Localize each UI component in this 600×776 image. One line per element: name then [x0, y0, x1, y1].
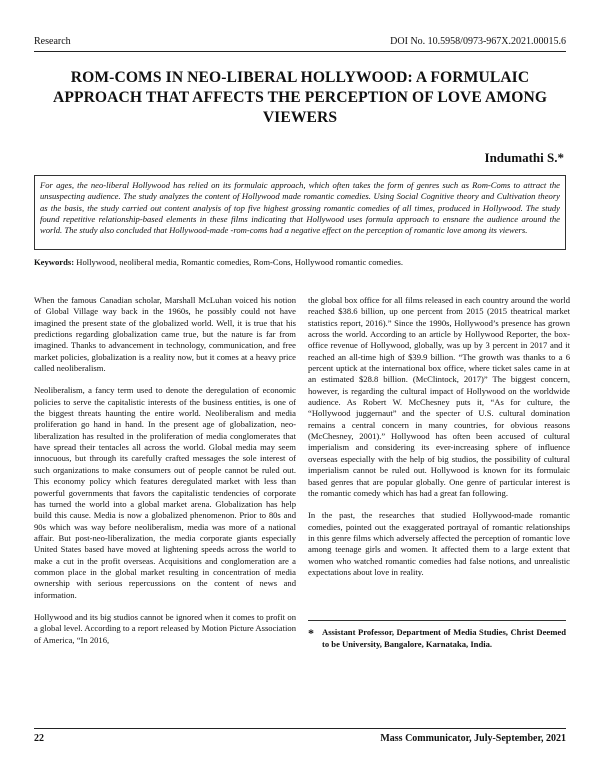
running-header [34, 36, 566, 50]
author-affiliation-footnote [308, 627, 566, 650]
journal-issue: Mass Communicator, July-September, 2021 [380, 733, 566, 744]
body-paragraph: the global box office for all films released in each country around the world reached $38.6 billion, up one percent from 2015 (2015 theatrical market statistics report, 2016).” Since the 1990s, Hollywood’s presence has grown across the world. According to an article by Hollywood Reporter, the box-office revenue of Hollywood, globally, was up by 3 percent in 2017 and it reached an all-time high of $39.9 billion. “The growth was thanks to a 6 percent uptick at the international box office, where ticket sales came in at an estimated $28.8 billion. (McClintock, 2017)” The biggest concern, however, is regarding the cultural impact of Hollywood on the worldwide audience. As Robert W. McChesney puts it, “As for culture, the “Hollywood juggernaut” and the specter of U.S. cultural domination remains a central concern in many countries, for obvious reasons (McChesney, 2001).” Hollywood has often been accused of cultural imperialism and considering its ever-increasing sphere of influence overseas especially with the help of big studios, the possibility of cultural imperialism cannot be ruled out. Hollywood is known for its formulaic based genres that are popular globally. One genre of particular interest is the romantic comedy which has had a great fan following. [308, 295, 570, 498]
header-rule [34, 51, 566, 52]
paper-title: ROM-COMS IN NEO-LIBERAL HOLLYWOOD: A FORMULAIC APPROACH THAT AFFECTS THE PERCEPTION OF LOVE AMONG VIEWERS [52, 69, 548, 126]
footnote-text: Assistant Professor, Department of Media Studies, Christ Deemed to be University, Bangalore, Karnataka, India. [322, 627, 566, 649]
footer-rule [34, 728, 566, 729]
keywords [34, 257, 566, 268]
keywords-text: Hollywood, neoliberal media, Romantic comedies, Rom-Cons, Hollywood romantic comedies. [76, 257, 404, 267]
body-column-left [34, 295, 296, 657]
doi-label: DOI No. 10.5958/0973-967X.2021.00015.6 [390, 36, 566, 47]
body-paragraph: In the past, the researches that studied Hollywood-made romantic comedies, pointed out the exaggerated portrayal of romantic relationships in this genre films which adversely affected the perception of romantic love among teenage girls and women. It affected them to a large extent that women who watched romantic comedies had false notions, and unrealistic expectations about love in reality. [308, 510, 570, 577]
abstract-box: For ages, the neo-liberal Hollywood has relied on its formulaic approach, which often takes the form of genres such as Rom-Coms to attract the unsuspecting audience. The study analyzes the content of Hollywood made romantic comedies. Using Social Cognitive theory and Cultivation theory as the basis, the study carried out content analysis of top five highest grossing romantic comedies of all times, produced in Hollywood. The study found repetitive relationship-based elements in these films indicating that Hollywood uses formula approach to ensnare the audience around the world. The study also concluded that Hollywood-made -rom-coms had a negative effect on the perception of romantic love among its viewers. [34, 175, 566, 250]
body-column-right [308, 295, 570, 589]
footnote-mark: * [308, 626, 314, 640]
footnote-rule [308, 620, 566, 621]
author-name: Indumathi S.* [484, 150, 564, 165]
body-paragraph: Neoliberalism, a fancy term used to denote the deregulation of economic policies to serve the capitalistic interests of the business entities, is one of the biggest threats haunting the entire world. Neoliberalism and media proliferation go hand in hand. In the present age of globalization, neo-liberalization has resulted in the proliferation of media conglomerates that have spread their tentacles all across the world. Global media may seem innocuous, but through its carefully crafted messages the sole interest of such organizations to make consumers out of people cannot be ruled out. This economy policy which features deregulated market with less than powerful governments that favors the capitalistic tendencies of corporate has turned the world into a global market arena. Globalization has help build this cause. Media is now a globalized phenomenon. Prior to 80s and 90s which was way before neoliberalism, media was more of a national affair. But post-neo-liberalization, the media corporate giants especially United States based have moved at lightening speeds across the world to make a cut in the profit overseas. Acquisitions and conglomeration are a common place in the global market resulting in concentration of media ownership with serious repercussions on the content of news and information. [34, 385, 296, 600]
keywords-label: Keywords: [34, 257, 75, 267]
page-number: 22 [34, 733, 44, 744]
body-paragraph: When the famous Canadian scholar, Marshall McLuhan voiced his notion of Global Village way back in the 1960s, he possibly could not have imagined the present state of the globalized world. Well, it is true that his predictions regarding globalization came true, but the nature is far from imagined. Thanks to advancement in technology, communication, and free market policies, globalization is a reality now, but it comes at a heavy price called neoliberalism. [34, 295, 296, 374]
page-footer [34, 733, 566, 744]
body-paragraph: Hollywood and its big studios cannot be ignored when it comes to profit on a global level. According to a report released by Motion Picture Association of America, “In 2016, [34, 611, 296, 645]
section-label: Research [34, 36, 71, 47]
